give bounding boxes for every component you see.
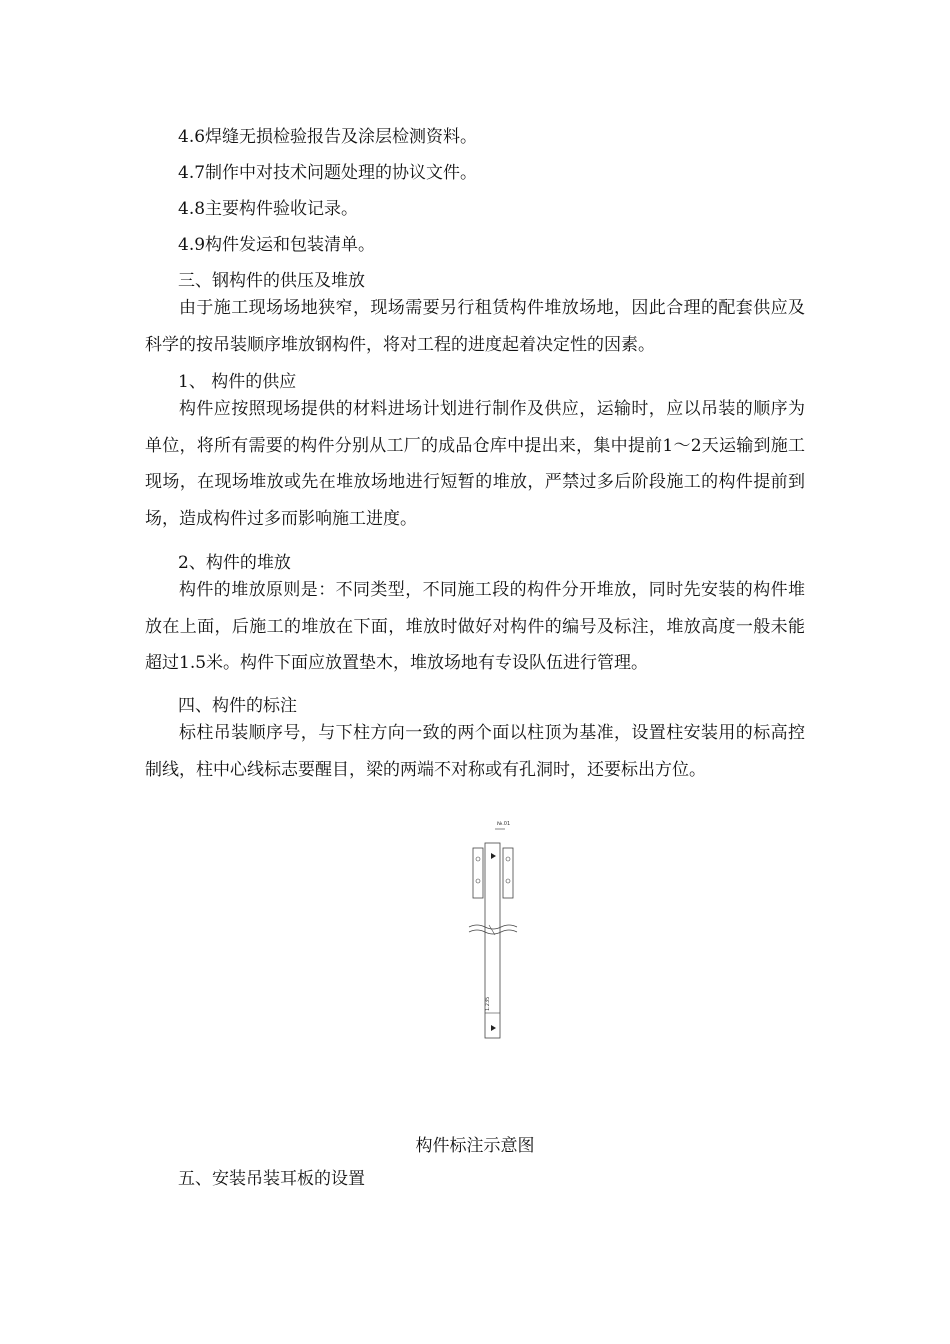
list-item-4-9: 4.9构件发运和包装清单。 — [178, 235, 376, 255]
paragraph-subsection-1: 构件应按照现场提供的材料进场计划进行制作及供应，运输时，应以吊装的顺序为单位，将所有需要的构件分别从工厂的成品仓库中提出来，集中提前1～2天运输到施工现场，在现场堆放或先在堆放场地进行短暂的堆放，严禁过多后阶段施工的构件提前到场，造成构件过多而影响施工进度。 — [145, 399, 805, 529]
subheading-1: 1、 构件的供应 — [178, 372, 297, 392]
column-drawing — [465, 815, 525, 1045]
section-heading-3: 三、钢构件的供压及堆放 — [178, 271, 365, 291]
left-plate-hole-upper — [476, 857, 480, 861]
list-item-4-8: 4.8主要构件验收记录。 — [178, 199, 359, 219]
list-item-4-7: 4.7制作中对技术问题处理的协议文件。 — [178, 163, 478, 183]
left-ear-plate — [473, 848, 483, 898]
break-line-upper — [469, 925, 517, 929]
component-marking-diagram — [465, 815, 525, 1045]
diagram-top-label: №.01 — [497, 821, 511, 827]
section-heading-5: 五、安装吊装耳板的设置 — [178, 1169, 365, 1189]
elevation-label: 1.235 — [485, 996, 491, 1011]
right-plate-hole-lower — [506, 879, 510, 883]
right-plate-hole-upper — [506, 857, 510, 861]
list-item-4-6: 4.6焊缝无损检验报告及涂层检测资料。 — [178, 127, 478, 147]
right-ear-plate — [503, 848, 513, 898]
orientation-arrow-top — [491, 853, 496, 859]
section-heading-4: 四、构件的标注 — [178, 696, 297, 716]
paragraph-section-3: 由于施工现场场地狭窄，现场需要另行租赁构件堆放场地，因此合理的配套供应及科学的按吊装顺序堆放钢构件，将对工程的进度起着决定性的因素。 — [145, 298, 805, 355]
figure-caption: 构件标注示意图 — [415, 1136, 535, 1156]
paragraph-section-4: 标柱吊装顺序号，与下柱方向一致的两个面以柱顶为基准，设置柱安装用的标高控制线，柱中心线标志要醒目，梁的两端不对称或有孔洞时，还要标出方位。 — [145, 723, 805, 780]
orientation-arrow-bottom — [491, 1025, 496, 1031]
subheading-2: 2、构件的堆放 — [178, 553, 291, 573]
paragraph-subsection-2: 构件的堆放原则是：不同类型，不同施工段的构件分开堆放，同时先安装的构件堆放在上面，后施工的堆放在下面，堆放时做好对构件的编号及标注，堆放高度一般未能超过1.5米。构件下面应放置垫木，堆放场地有专设队伍进行管理。 — [145, 580, 805, 673]
left-plate-hole-lower — [476, 879, 480, 883]
